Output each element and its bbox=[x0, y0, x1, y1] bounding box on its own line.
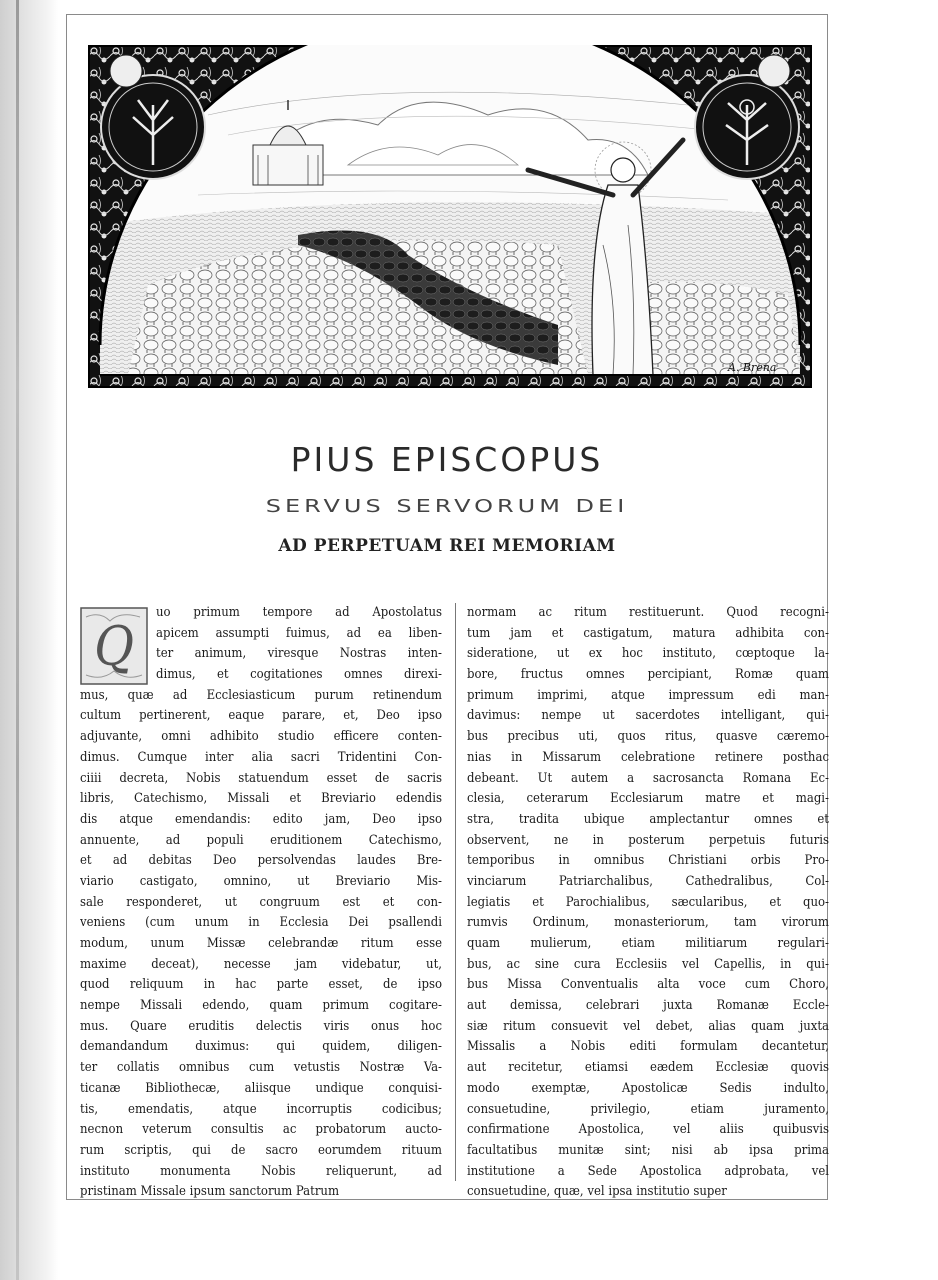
dropcap-letter: Q bbox=[94, 615, 134, 678]
left-text-column bbox=[80, 603, 442, 1203]
text-line: quod reliquum in hac parte esset, de ipso bbox=[80, 977, 442, 993]
text-line: institutione a Sede Apostolica adprobata, vel bbox=[467, 1163, 829, 1179]
text-line: viario castigato, omnino, ut Breviario Mis- bbox=[80, 873, 442, 889]
text-line: bus Missa Conventualis alta voce cum Choro, bbox=[467, 977, 829, 993]
text-line: adjuvante, omni adhibito studio efficere conten- bbox=[80, 729, 442, 745]
text-line: modum, unum Missæ celebrandæ ritum esse bbox=[80, 936, 442, 951]
text-line: davimus: nempe ut sacerdotes intelligant, qui- bbox=[467, 708, 829, 724]
text-line: modo exemptæ, Apostolicæ Sedis indulto, bbox=[467, 1080, 829, 1096]
text-line: uo primum tempore ad Apostolatus bbox=[156, 605, 442, 620]
text-line: bus, ac sine cura Ecclesiis vel Capellis, in qui- bbox=[467, 956, 829, 972]
text-line: clesia, ceterarum Ecclesiarum matre et magi- bbox=[467, 791, 829, 807]
text-line: debeant. Ut autem a sacrosancta Romana Ec- bbox=[467, 770, 829, 786]
page-subtitle: SERVUS SERVORUM DEI bbox=[265, 495, 629, 517]
text-line: consuetudine, privilegio, etiam juramento, bbox=[467, 1101, 829, 1117]
text-line: maxime deceat), necesse jam videbatur, ut, bbox=[80, 956, 442, 972]
text-line: siæ ritum consuevit vel debet, alias quam juxta bbox=[467, 1018, 829, 1034]
text-line: dimus, et cogitationes omnes direxi- bbox=[156, 667, 442, 683]
text-line: veniens (cum unum in Ecclesia Dei psallendi bbox=[80, 915, 442, 931]
text-line: consuetudine, quæ, vel ipsa institutio super bbox=[467, 1184, 727, 1200]
text-line: facultatibus munitæ sint; nisi ab ipsa prima bbox=[467, 1142, 829, 1158]
right-column-lines bbox=[467, 603, 829, 1203]
text-line: normam ac ritum restituerunt. Quod recogni- bbox=[467, 605, 829, 620]
text-line: rumvis Ordinum, monasteriorum, tam virorum bbox=[467, 915, 829, 931]
dropcap-initial bbox=[80, 607, 148, 685]
text-line: aut recitetur, etiamsi eædem Ecclesiæ quovis bbox=[467, 1060, 829, 1076]
text-line: stra, tradita ubique amplectantur omnes et bbox=[467, 811, 829, 827]
scan-edge-shadow bbox=[0, 0, 58, 1280]
text-line: libris, Catechismo, Missali et Breviario edendis bbox=[80, 791, 442, 807]
text-line: Missalis a Nobis editi formulam decantetur, bbox=[467, 1039, 829, 1055]
right-medallion bbox=[695, 75, 799, 179]
text-line: observent, ne in posterum perpetuis futuris bbox=[467, 832, 829, 848]
text-line: ter animum, viresque Nostras inten- bbox=[156, 646, 442, 662]
text-line: mus. Quare eruditis delectis viris onus hoc bbox=[80, 1018, 442, 1034]
text-line: instituto monumenta Nobis reliquerunt, ad bbox=[80, 1163, 442, 1179]
text-line: sale responderet, ut congruum est et con- bbox=[80, 894, 442, 910]
text-line: aut demissa, celebrari juxta Romanæ Eccle- bbox=[467, 998, 829, 1014]
text-line: dimus. Cumque inter alia sacri Tridentini Con- bbox=[80, 749, 442, 765]
header-illustration-art bbox=[88, 45, 812, 388]
text-line: tum jam et castigatum, matura adhibita con- bbox=[467, 625, 829, 641]
text-line: necnon veterum consultis ac probatorum aucto- bbox=[80, 1122, 442, 1138]
text-line: tis, emendatis, atque incorruptis codicibus; bbox=[80, 1101, 442, 1117]
text-line: nempe Missali edendo, quam primum cogitare- bbox=[80, 998, 442, 1014]
left-medallion bbox=[101, 75, 205, 179]
text-line: legiatis et Parochialibus, sæcularibus, et quo- bbox=[467, 894, 829, 910]
text-line: ter collatis omnibus cum vetustis Nostræ Va- bbox=[80, 1060, 442, 1076]
text-line: mus, quæ ad Ecclesiasticum purum retinendum bbox=[80, 687, 442, 703]
left-column-lines bbox=[80, 603, 442, 1203]
text-line: sideratione, ut ex hoc instituto, cœptoque la- bbox=[467, 646, 829, 662]
text-line: quam mulierum, etiam militiarum regulari- bbox=[467, 936, 829, 951]
text-line: temporibus in omnibus Christiani orbis Pro- bbox=[467, 853, 829, 869]
text-line: primum imprimi, atque impressum edi man- bbox=[467, 687, 829, 703]
text-line: nias in Missarum celebratione retinere posthac bbox=[467, 749, 829, 765]
text-line: apicem assumpti fuimus, ad ea liben- bbox=[156, 625, 442, 641]
text-line: ciiii decreta, Nobis statuendum esset de sacris bbox=[80, 770, 442, 786]
text-line: bore, fructus omnes percipiant, Romæ quam bbox=[467, 667, 829, 683]
page-title: PIUS EPISCOPUS bbox=[290, 440, 604, 479]
text-line: cultum pertinerent, eaque parare, et, Deo ipso bbox=[80, 708, 442, 724]
text-line: pristinam Missale ipsum sanctorum Patrum bbox=[80, 1184, 340, 1200]
text-line: ticanæ Bibliothecæ, aliisque undique conquisi- bbox=[80, 1080, 442, 1096]
text-line: et ad debitas Deo persolvendas laudes Bre- bbox=[80, 853, 442, 869]
text-line: rum scriptis, qui de sacro eorumdem rituum bbox=[80, 1142, 442, 1158]
text-line: vinciarum Patriarchalibus, Cathedralibus, Col- bbox=[467, 873, 829, 889]
header-illustration bbox=[88, 45, 812, 388]
column-divider bbox=[455, 603, 456, 1181]
page-tagline: AD PERPETUAM REI MEMORIAM bbox=[278, 536, 616, 556]
artist-signature: A. Brena bbox=[728, 361, 777, 374]
text-line: bus precibus uti, quos ritus, quasve cæremo- bbox=[467, 729, 829, 745]
text-line: confirmatione Apostolica, vel aliis quibusvis bbox=[467, 1122, 829, 1138]
text-line: annuente, ad populi eruditionem Catechismo, bbox=[80, 832, 442, 848]
text-line: demandandum duximus: qui quidem, diligen- bbox=[80, 1039, 442, 1055]
right-text-column bbox=[467, 603, 829, 1203]
text-line: dis atque emendandis: edito jam, Deo ipso bbox=[80, 811, 442, 827]
